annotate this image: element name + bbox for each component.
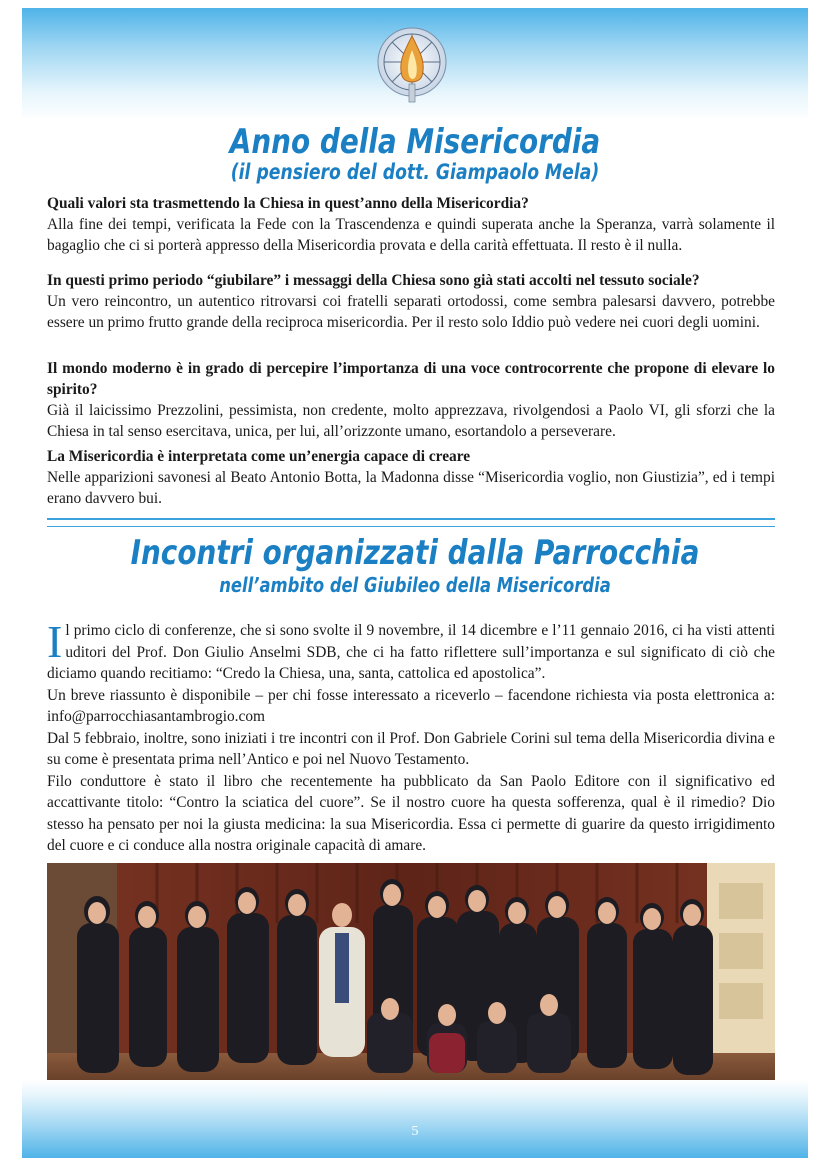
article1-title: Anno della Misericordia (229, 122, 601, 162)
article2-subtitle: nell’ambito del Giubileo della Misericordia (219, 573, 611, 597)
question-2: In questi primo periodo “giubilare” i messaggi della Chiesa sono già stati accolti nel tessuto sociale? (47, 272, 700, 289)
article2-paragraph-2: Un breve riassunto è disponibile – per chi fosse interessato a riceverlo – facendone richiesta via posta elettronica a: info@parrocchiasantambrogio.com (47, 686, 775, 725)
jubilee-flame-logo-icon (374, 22, 450, 106)
article2-body (47, 616, 775, 857)
section-divider (47, 518, 775, 527)
article1-subtitle: (il pensiero del dott. Giampaolo Mela) (230, 160, 600, 184)
article2-paragraph-4: Filo conduttore è stato il libro che recentemente ha pubblicato da San Paolo Editore con il significativo ed accattivante titolo: “Contro la sciatica del cuore”. Se il nostro cuore ha questa sofferenza, qual è il rimedio? Dio stesso ha pensato per noi la giusta medicina: la sua Misericordia. Essa ci permette di guarire da questo irrigidimento del cuore e ci conduce alla nostra originale capacità di amare. (47, 772, 775, 854)
qa-block-3 (47, 358, 775, 442)
bottom-gradient-band (22, 1080, 808, 1158)
magazine-page (22, 8, 808, 1158)
answer-4: Nelle apparizioni savonesi al Beato Antonio Botta, la Madonna disse “Misericordia voglio, non Giustizia”, ed i tempi erano davvero bui. (47, 469, 775, 507)
qa-block-2 (47, 270, 775, 333)
question-4: La Misericordia è interpretata come un’energia capace di creare (47, 448, 471, 465)
article2-paragraph-1: l primo ciclo di conferenze, che si sono svolte il 9 novembre, il 14 dicembre e l’11 gennaio 2016, ci ha visti attenti uditori del Prof. Don Giulio Anselmi SDB, che ci ha fatto riflettere sull’importanza e sul significato di ciò che diciamo quando recitiamo: “Credo la Chiesa, una, santa, cattolica ed apostolica”. (47, 622, 775, 682)
group-photo (47, 863, 775, 1093)
page-number: 5 (411, 1124, 419, 1139)
answer-1: Alla fine dei tempi, verificata la Fede con la Trascendenza e quindi superata anche la Speranza, varrà solamente il bagaglio che ci si porterà appresso della Misericordia provata e della carità effettuata. Il resto è il nulla. (47, 216, 775, 254)
article2-paragraph-3: Dal 5 febbraio, inoltre, sono iniziati i tre incontri con il Prof. Don Gabriele Corini sul tema della Misericordia divina e su come è presentata prima nell’Antico e poi nel Nuovo Testamento. (47, 729, 775, 768)
drop-cap: I (47, 616, 63, 667)
qa-block-4 (47, 446, 775, 509)
answer-3: Già il laicissimo Prezzolini, pessimista, non credente, molto apprezzava, rivolgendosi a Paolo VI, gli sforzi che la Chiesa in tal senso esercitava, unica, per lui, all’orizzonte umano, esortandolo a perseverare. (47, 402, 775, 440)
article2-title: Incontri organizzati dalla Parrocchia (130, 533, 700, 573)
question-1: Quali valori sta trasmettendo la Chiesa in quest’anno della Misericordia? (47, 195, 529, 212)
answer-2: Un vero reincontro, un autentico ritrovarsi coi fratelli separati ortodossi, come sembra palesarsi davvero, potrebbe essere un primo frutto grande della reciproca misericordia. Per il resto solo Iddio può vedere nei cuori degli uomini. (47, 293, 775, 331)
question-3: Il mondo moderno è in grado di percepire l’importanza di una voce controcorrente che propone di elevare lo spirito? (47, 360, 775, 398)
qa-block-1 (47, 193, 775, 256)
